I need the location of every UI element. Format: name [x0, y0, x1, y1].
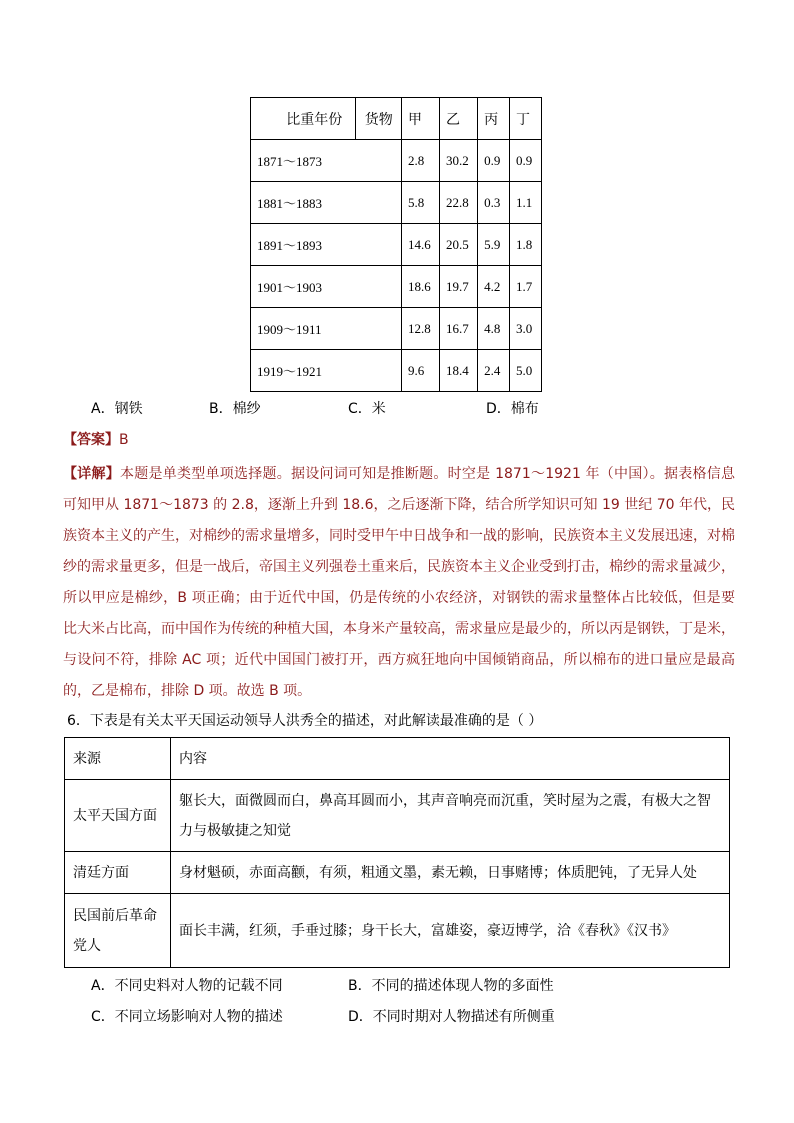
header-content: 内容 [171, 738, 730, 780]
explanation-tag: 【详解】 [63, 466, 120, 482]
q6-option-a[interactable]: A．不同史料对人物的记载不同 [91, 978, 283, 994]
table-row [251, 140, 542, 182]
q6-stem: 6．下表是有关太平天国运动领导人洪秀全的描述，对此解读最准确的是（ ） [67, 713, 543, 729]
table-row [65, 852, 730, 894]
content-cell: 躯长大，面微圆而白，鼻高耳圆而小，其声音响亮而沉重，笑时屋为之震，有极大之智力与极敏捷之知觉 [171, 780, 730, 852]
table-row [251, 350, 542, 392]
content-cell: 面长丰满，红须，手垂过膝；身干长大，富雄姿，豪迈博学，洽《春秋》《汉书》 [171, 894, 730, 968]
header-ding: 丁 [510, 98, 542, 140]
answer-tag: 【答案】 [63, 432, 119, 448]
value-cell: 3.0 [510, 308, 542, 350]
year-cell: 1901～1903 [251, 266, 402, 308]
value-cell: 2.4 [478, 350, 510, 392]
answer-value: B [119, 432, 129, 448]
table-row [65, 780, 730, 852]
value-cell: 1.1 [510, 182, 542, 224]
explanation-paragraph [63, 459, 735, 707]
source-cell: 民国前后革命党人 [65, 894, 171, 968]
q5-option-a[interactable]: A．钢铁 [91, 401, 143, 417]
header-jia: 甲 [401, 98, 439, 140]
table-row [251, 224, 542, 266]
q6-option-c[interactable]: C．不同立场影响对人物的描述 [91, 1009, 283, 1025]
header-year-weight: 比重年份 [251, 98, 356, 140]
source-cell: 太平天国方面 [65, 780, 171, 852]
source-cell: 清廷方面 [65, 852, 171, 894]
table-row [65, 894, 730, 968]
value-cell: 16.7 [440, 308, 478, 350]
value-cell: 18.6 [401, 266, 439, 308]
table-header-row [65, 738, 730, 780]
value-cell: 5.0 [510, 350, 542, 392]
content-cell: 身材魁硕，赤面高颧，有须，粗通文墨，素无赖，日事赌博；体质肥钝，了无异人处 [171, 852, 730, 894]
value-cell: 5.9 [478, 224, 510, 266]
header-yi: 乙 [440, 98, 478, 140]
explanation-text: 本题是单类型单项选择题。据设问词可知是推断题。时空是 1871～1921 年（中国）。据表格信息可知甲从 1871～1873 的 2.8，逐渐上升到 18.6，之后逐渐下降，结合所学知识可知 19 世纪 70 年代，民族资本主义的产生，对棉纱的需求量增多，同时受甲午中日战争和一战的影响，民族资本主义发展迅速，对棉纱的需求量更多，但是一战后，帝国主义列强卷土重来后，民族资本主义企业受到打击，棉纱的需求量减少，所以甲应是棉纱，B 项正确；由于近代中国，仍是传统的小农经济，对钢铁的需求量整体占比较低，但是要比大米占比高，而中国作为传统的种植大国，本身米产量较高，需求量应是最少的，所以丙是钢铁，丁是米，与设问不符，排除 AC 项；近代中国国门被打开，西方疯狂地向中国倾销商品，所以棉布的进口量应是最高的，乙是棉布，排除 D 项。故选 B 项。 [63, 466, 736, 699]
value-cell: 14.6 [401, 224, 439, 266]
table-row [251, 266, 542, 308]
value-cell: 12.8 [401, 308, 439, 350]
value-cell: 30.2 [440, 140, 478, 182]
header-source: 来源 [65, 738, 171, 780]
value-cell: 19.7 [440, 266, 478, 308]
value-cell: 0.3 [478, 182, 510, 224]
q5-option-c[interactable]: C．米 [348, 401, 386, 417]
trade-share-table [250, 97, 542, 392]
year-cell: 1891～1893 [251, 224, 402, 266]
value-cell: 18.4 [440, 350, 478, 392]
q5-option-d[interactable]: D．棉布 [486, 401, 539, 417]
table-row [251, 308, 542, 350]
value-cell: 9.6 [401, 350, 439, 392]
value-cell: 22.8 [440, 182, 478, 224]
table-header-row [251, 98, 542, 140]
value-cell: 5.8 [401, 182, 439, 224]
value-cell: 0.9 [478, 140, 510, 182]
value-cell: 1.7 [510, 266, 542, 308]
year-cell: 1881～1883 [251, 182, 402, 224]
answer-line [63, 430, 129, 450]
value-cell: 0.9 [510, 140, 542, 182]
value-cell: 4.8 [478, 308, 510, 350]
header-bing: 丙 [478, 98, 510, 140]
q6-option-d[interactable]: D．不同时期对人物描述有所侧重 [348, 1009, 555, 1025]
header-goods: 货物 [356, 98, 402, 140]
year-cell: 1919～1921 [251, 350, 402, 392]
q6-option-b[interactable]: B．不同的描述体现人物的多面性 [348, 978, 554, 994]
hong-xiuquan-table [64, 737, 730, 968]
value-cell: 4.2 [478, 266, 510, 308]
q5-option-b[interactable]: B．棉纱 [209, 401, 261, 417]
value-cell: 20.5 [440, 224, 478, 266]
year-cell: 1871～1873 [251, 140, 402, 182]
table-row [251, 182, 542, 224]
value-cell: 1.8 [510, 224, 542, 266]
value-cell: 2.8 [401, 140, 439, 182]
year-cell: 1909～1911 [251, 308, 402, 350]
